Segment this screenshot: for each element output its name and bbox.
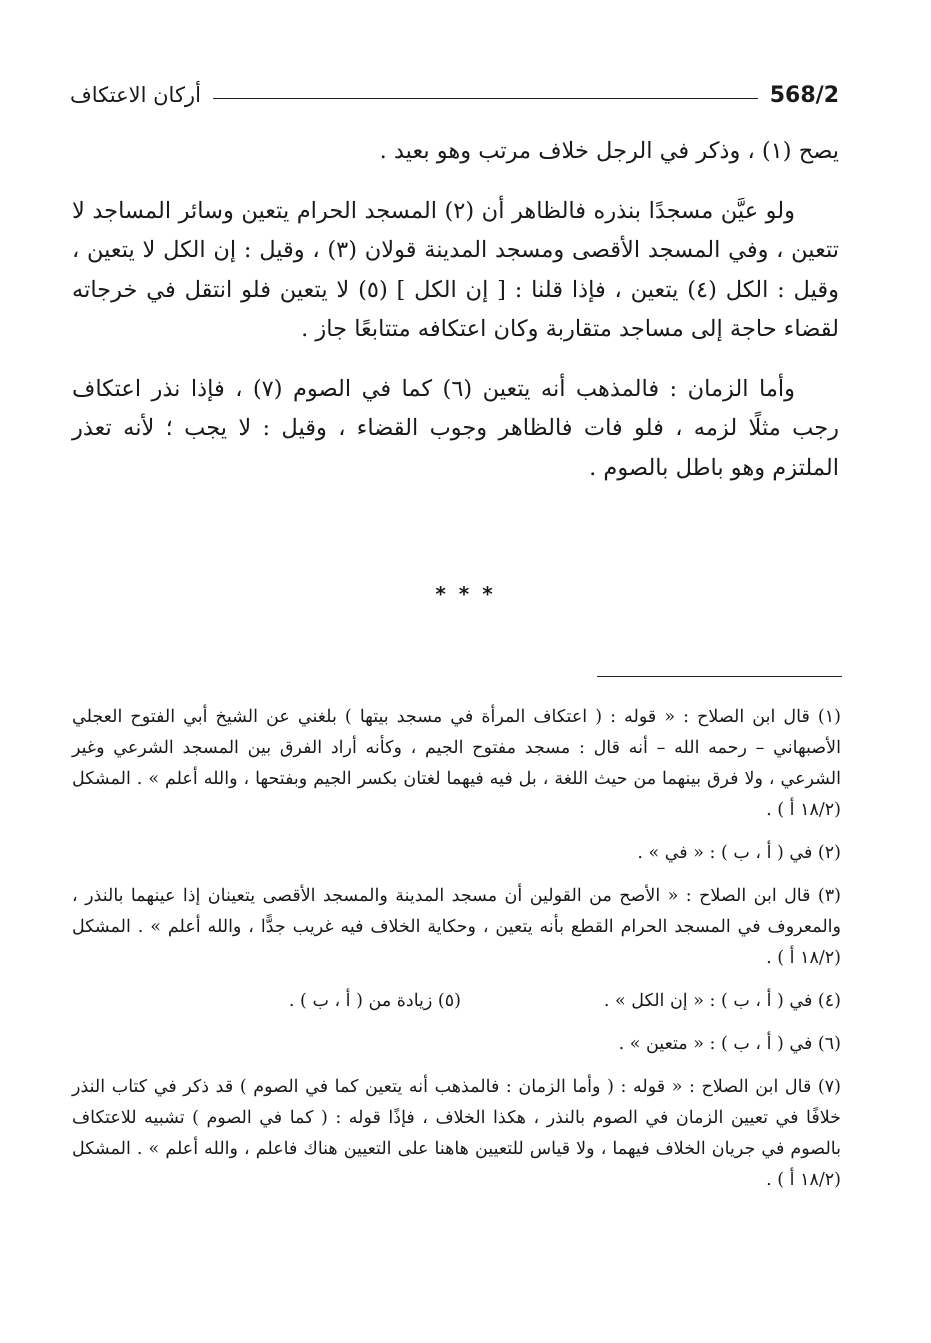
footnote-6: (٦) في ( أ ، ب ) : « متعين » . [618, 1034, 841, 1054]
footnote-rule [597, 676, 842, 677]
running-title: أركان الاعتكاف [70, 83, 201, 107]
main-text [72, 132, 839, 508]
footnote-4: (٤) في ( أ ، ب ) : « إن الكل » . [603, 991, 841, 1011]
footnotes [72, 702, 841, 1208]
paragraph-3: وأما الزمان : فالمذهب أنه يتعين (٦) كما في الصوم (٧) ، فإذا نذر اعتكاف رجب مثلًا لزمه ، فلو فات فالظاهر وجوب القضاء ، وقيل : لا يجب ؛ لأنه تعذر الملتزم وهو باطل بالصوم . [72, 375, 839, 481]
footnote-5: (٥) زيادة من ( أ ، ب ) . [288, 991, 461, 1011]
footnote-1: (١) قال ابن الصلاح : « قوله : ( اعتكاف المرأة في مسجد بيتها ) بلغني عن الشيخ أبي الفتوح العجلي الأصبهاني – رحمه الله – أنه قال : مسجد مفتوح الجيم ، وكأنه أراد الفرق بين المسجد الشرعي وغير الشرعي ، ولا فرق بينهما من حيث اللغة ، بل فيه فيهما لغتان بكسر الجيم وبفتحها ، والله أعلم » . المشكل (١٨/٢ أ ) . [72, 707, 841, 820]
footnote-7: (٧) قال ابن الصلاح : « قوله : ( وأما الزمان : فالمذهب أنه يتعين كما في الصوم ) قد ذكر في كتاب النذر خلافًا في تعيين الزمان في الصوم بالنذر ، هكذا الخلاف ، فإذًا قوله : ( كما في الصوم ) تشبيه للاعتكاف بالصوم في جريان الخلاف فيهما ، ولا قياس للتعيين هاهنا على التعيين هناك فاعلم ، والله أعلم » . المشكل (١٨/٢ أ ) . [72, 1077, 841, 1190]
footnote-2: (٢) في ( أ ، ب ) : « في » . [637, 843, 841, 863]
footnote-3: (٣) قال ابن الصلاح : « الأصح من القولين أن مسجد المدينة والمسجد الأقصى يتعينان إذا عينهما بالنذر ، والمعروف في المسجد الحرام القطع بأنه يتعين ، وحكاية الخلاف فيه غريب جدًّا ، والله أعلم » . المشكل (١٨/٢ أ ) . [72, 886, 841, 968]
page-header [70, 78, 839, 112]
footnote-row-4-5 [72, 986, 841, 1017]
page-number: 568/2 [769, 82, 839, 108]
paragraph-1: يصح (١) ، وذكر في الرجل خلاف مرتب وهو بعيد . [379, 138, 839, 164]
header-rule [213, 98, 758, 99]
paragraph-2: ولو عيَّن مسجدًا بنذره فالظاهر أن (٢) المسجد الحرام يتعين وسائر المساجد لا تتعين ، وفي المسجد الأقصى ومسجد المدينة قولان (٣) ، وقيل : إن الكل لا يتعين ، وقيل : الكل (٤) يتعين ، فإذا قلنا : [ إن الكل ] (٥) لا يتعين فلو انتقل في خرجاته لقضاء حاجة إلى مساجد متقاربة وكان اعتكافه متتابعًا جاز . [72, 197, 839, 342]
section-separator: * * * [435, 582, 496, 606]
